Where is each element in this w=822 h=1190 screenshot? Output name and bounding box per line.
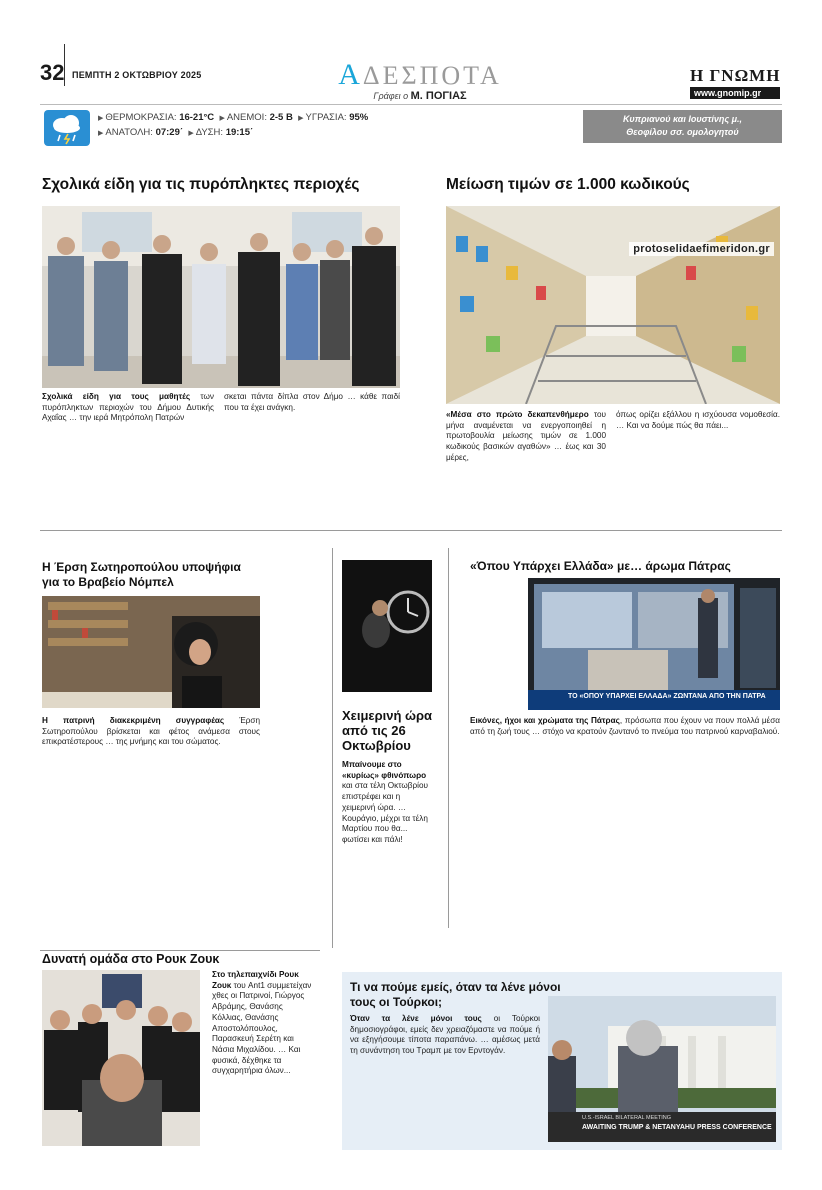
- newspaper-logo: Η ΓΝΩΜΗ www.gnomip.gr: [690, 66, 781, 98]
- turks-body: Όταν τα λένε μόνοι τους οι Τούρκοι δημοσιογράφοι, εμείς δεν χρειαζόμαστε να πούμε ή να εξηγήσουμε τίποτα παραπάνω. … αμέσως μετά τη συνάντηση του Τραμπ με τον Ερντογάν.: [350, 1014, 540, 1056]
- school-supplies-headline: Σχολικά είδη για τις πυρόπληκτες περιοχές: [42, 176, 360, 193]
- price-cuts-headline: Μείωση τιμών σε 1.000 κωδικούς: [446, 176, 690, 193]
- column-rule-2: [448, 548, 449, 928]
- school-supplies-photo: [42, 206, 400, 388]
- humidity-value: 95%: [349, 112, 369, 123]
- school-supplies-body-col2: σκεται πάντα δίπλα στον Δήμο … κάθε παιδί που τα έχει ανάγκη.: [224, 392, 400, 412]
- column-title: ΑΔΕΣΠΟΤΑ: [338, 58, 502, 91]
- white-house-photo: [548, 996, 776, 1142]
- tv-subbanner: U.S.-ISRAEL BILATERAL MEETING: [582, 1115, 672, 1121]
- tv-contestants-photo: [42, 970, 200, 1146]
- writer-photo: [42, 596, 260, 708]
- weather-row-2: ▶ ΑΝΑΤΟΛΗ: 07:29΄ ▶ ΔΥΣΗ: 19:15΄: [98, 127, 254, 138]
- section-rule-2: [40, 950, 320, 951]
- dateline: ΠΕΜΠΤΗ 2 ΟΚΤΩΒΡΙΟΥ 2025: [72, 70, 202, 80]
- temperature-value: 16-21°C: [179, 112, 215, 123]
- nobel-headline: Η Έρση Σωτηροπούλου υποψήφια για το Βραβείο Νόμπελ: [42, 560, 241, 589]
- sunrise-value: 07:29΄: [155, 127, 184, 138]
- website-url: www.gnomip.gr: [690, 87, 780, 99]
- header-divider: [64, 44, 65, 86]
- rain-cloud-icon: [44, 110, 90, 146]
- rock-zouk-headline: Δυνατή ομάδα στο Ρουκ Ζουκ: [42, 952, 220, 966]
- patras-show-body: Εικόνες, ήχοι και χρώματα της Πάτρας, πρόσωπα που έχουν να πουν πολλά μέσα από τη ζωή τους … στόχο να κρατούν ζωντανό το πνεύμα του πατρινού καρναβαλιού.: [470, 716, 780, 736]
- wind-value: 2-5 Β: [269, 112, 293, 123]
- tv-banner: AWAITING TRUMP & NETANYAHU PRESS CONFERENCE: [582, 1124, 772, 1131]
- winter-time-headline: Χειμερινή ώρα από τις 26 Οκτωβρίου: [342, 708, 433, 753]
- nobel-body: Η πατρινή διακεκριμένη συγγραφέας Έρση Σωτηροπούλου βρίσκεται και φέτος ανάμεσα στους επικρατέστερους … της μνήμης και του σώματος.: [42, 716, 260, 747]
- name-days-box: Κυπριανού και Ιουστίνης μ., Θεοφίλου σσ. ομολογητού: [583, 110, 782, 143]
- tv-screen-photo: [528, 578, 780, 710]
- section-rule: [40, 530, 782, 531]
- price-cuts-body-col1: «Μέσα στο πρώτο δεκαπενθήμερο του μήνα αναμένεται να ενεργοποιηθεί η πρωτοβουλία μείωσης τιμών σε 1.000 κωδικούς βασικών αγαθών» … έως και 30 μέρες,: [446, 410, 607, 462]
- header-rule: [40, 104, 782, 105]
- watermark: protoselidaefimeridon.gr: [629, 242, 774, 256]
- patras-show-headline: «Όπου Υπάρχει Ελλάδα» με… άρωμα Πάτρας: [470, 559, 731, 573]
- sunset-value: 19:15΄: [225, 127, 254, 138]
- page-number: 32: [40, 60, 65, 85]
- column-rule-1: [332, 548, 333, 948]
- winter-time-body: Μπαίνουμε στο «κυρίως» φθινόπωρο και στα τέλη Οκτωβρίου επιστρέφει και η χειμερινή ώρα. … Κουράγιο, μέχρι τα τέλη Μαρτίου που θα... φωτίσει και πάλι!: [342, 760, 428, 844]
- price-cuts-body-col2: όπως ορίζει εξάλλου η ισχύουσα νομοθεσία. … Και να δούμε πώς θα πάει...: [616, 410, 780, 430]
- turks-headline: Τι να πούμε εμείς, όταν τα λένε μόνοι τους οι Τούρκοι;: [350, 980, 561, 1009]
- clock-photo: [342, 560, 432, 692]
- column-byline: Γράφει ο Μ. ΠΟΓΙΑΣ: [373, 90, 467, 102]
- school-supplies-body-col1: Σχολικά είδη για τους μαθητές των πυρόπληκτων περιοχών του Δήμου Δυτικής Αχαΐας … την ιερά Μητρόπολη Πατρών: [42, 392, 214, 423]
- weather-row-1: ▶ ΘΕΡΜΟΚΡΑΣΙΑ: 16-21°C ▶ ΑΝΕΜΟΙ: 2-5 Β ▶ ΥΓΡΑΣΙΑ: 95%: [98, 112, 369, 123]
- tv-caption: ΤΟ «ΟΠΟΥ ΥΠΑΡΧΕΙ ΕΛΛΑΔΑ» ΖΩΝΤΑΝΑ ΑΠΟ ΤΗΝ ΠΑΤΡΑ: [568, 693, 766, 700]
- column-masthead: [300, 58, 540, 102]
- supermarket-photo: [446, 206, 780, 404]
- rock-zouk-body: Στο τηλεπαιχνίδι Ρουκ Ζουκ του Ant1 συμμετείχαν χθες οι Πατρινοί, Γιώργος Αβράμης, Θανάσης Κόλλιας, Θανάσης Αποστολόπουλος, Παρασκευή Σερέτη και Νάσια Μιχαλίδου. … Και φυσικά, δέχθηκε τα συγχαρητήρια όλων...: [212, 970, 312, 1076]
